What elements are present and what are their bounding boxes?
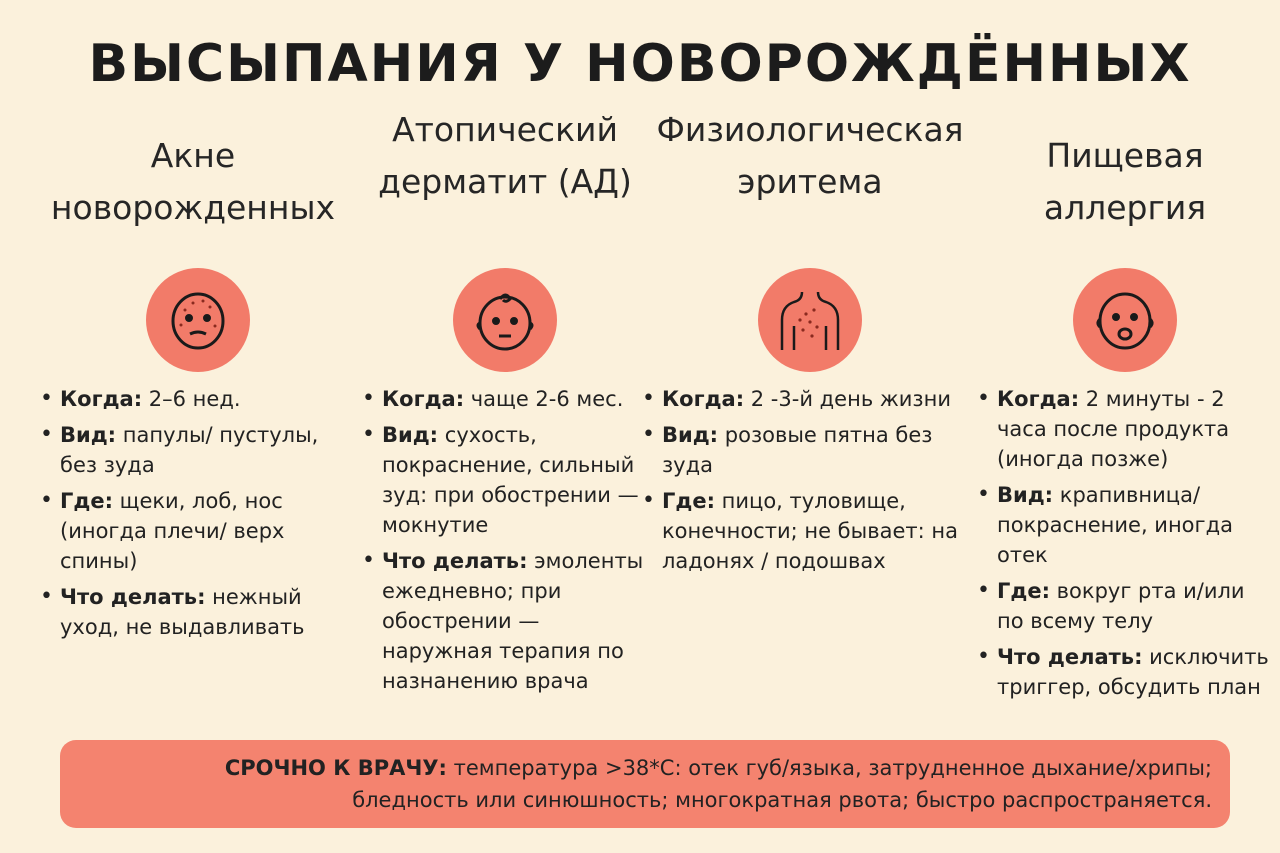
warning-line-2: бледность или синюшность; многократная рвота; быстро распространяется. <box>352 788 1212 812</box>
face-with-spots-icon <box>146 268 250 372</box>
column-title-line: дерматит (АД) <box>378 162 632 201</box>
urgent-warning-banner <box>60 740 1230 828</box>
column-title <box>975 130 1275 260</box>
list-item: • Где: вокруг рта и/или по всему телу <box>975 576 1275 636</box>
info-list <box>38 384 358 642</box>
column-title-line: Атопический <box>392 110 618 149</box>
column-title-line: новорожденных <box>50 188 336 227</box>
list-item: • Вид: крапивница/ покраснение, иногда отек <box>975 480 1275 570</box>
baby-face-icon <box>453 268 557 372</box>
list-item: • Где: пицо, туловище, конечности; не бывает: на ладонях / подошвах <box>640 486 980 576</box>
column-title-line: Пищевая <box>1046 136 1204 175</box>
list-item: • Где: щеки, лоб, нос (иногда плечи/ верх спины) <box>38 486 358 576</box>
torso-with-spots-icon <box>758 268 862 372</box>
page-title: ВЫСЫПАНИЯ У НОВОРОЖДЁННЫХ <box>88 34 1192 94</box>
column-atopic-dermatitis <box>360 110 650 702</box>
warning-label: СРОЧНО К ВРАЧУ: <box>224 756 447 780</box>
info-list <box>640 384 980 576</box>
column-food-allergy <box>975 130 1275 708</box>
column-physiological-erythema <box>640 110 980 582</box>
column-neonatal-acne <box>38 130 358 648</box>
list-item: • Когда: 2–6 нед. <box>38 384 358 414</box>
column-title-line: эритема <box>737 162 883 201</box>
list-item: • Когда: 2 минуты - 2 часа после продукта (иногда позже) <box>975 384 1275 474</box>
list-item: • Когда: чаще 2-6 мес. <box>360 384 650 414</box>
list-item: • Когда: 2 -3-й день жизни <box>640 384 980 414</box>
column-title <box>360 104 650 234</box>
list-item: • Вид: розовые пятна без зуда <box>640 420 980 480</box>
list-item: • Что делать: исключить триггер, обсудить план <box>975 642 1275 702</box>
list-item: • Что делать: эмоленты ежедневно; при обострении — наружная терапия по назнанению врача <box>360 546 650 696</box>
list-item: • Вид: папулы/ пустулы, без зуда <box>38 420 358 480</box>
column-title <box>38 130 348 260</box>
swollen-face-icon <box>1073 268 1177 372</box>
column-title-line: аллергия <box>1043 188 1207 227</box>
info-list <box>360 384 650 696</box>
column-title <box>640 104 980 234</box>
list-item: • Что делать: нежный уход, не выдавливать <box>38 582 358 642</box>
list-item: • Вид: сухость, покраснение, сильный зуд: при обострении — мокнутие <box>360 420 650 540</box>
info-list <box>975 384 1275 702</box>
column-title-line: Акне <box>150 136 236 175</box>
warning-line-1 <box>78 752 1212 784</box>
warning-text: температура >38*С: отек губ/языка, затрудненное дыхание/хрипы; <box>446 756 1212 780</box>
column-title-line: Физиологическая <box>656 110 964 149</box>
